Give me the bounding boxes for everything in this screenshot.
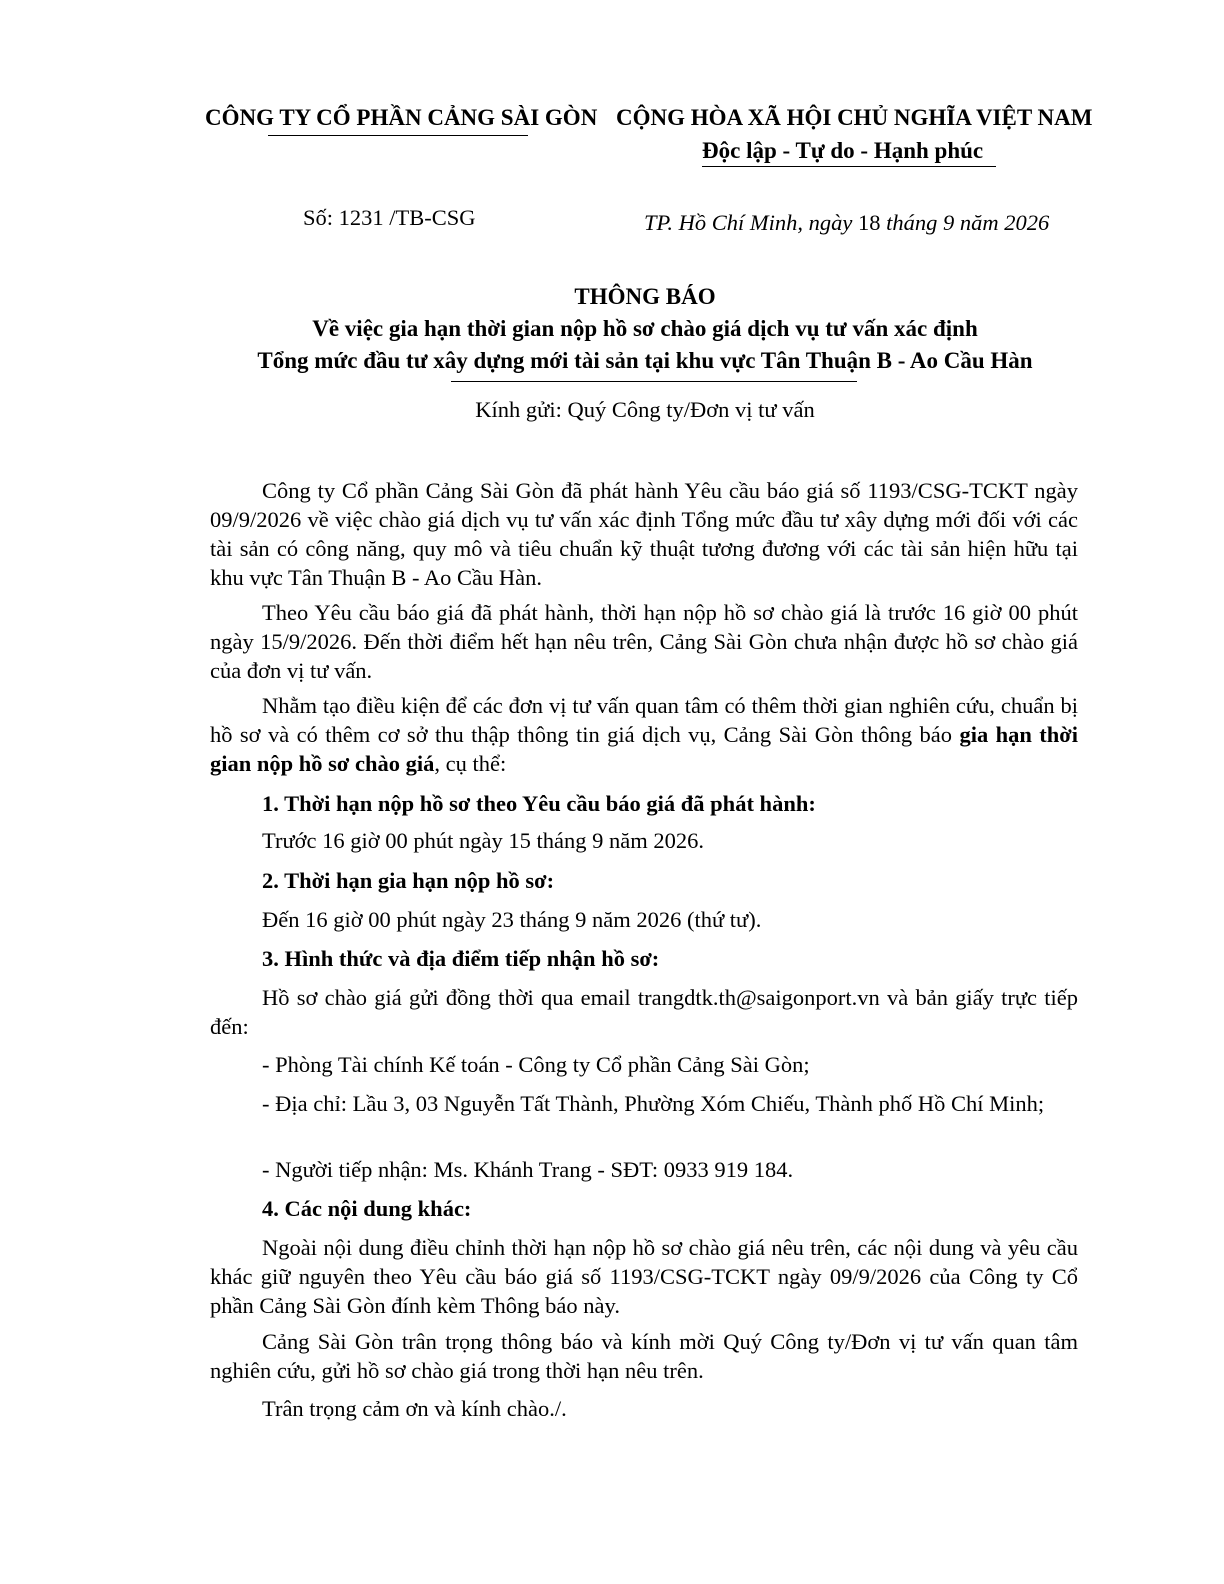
closing-paragraph: Cảng Sài Gòn trân trọng thông báo và kính mời Quý Công ty/Đơn vị tư vấn quan tâm nghiên cứu, gửi hồ sơ chào giá trong thời hạn nêu trên. bbox=[210, 1329, 1078, 1383]
section-3-heading: 3. Hình thức và địa điểm tiếp nhận hồ sơ: bbox=[262, 946, 660, 971]
section-4-text: Ngoài nội dung điều chỉnh thời hạn nộp hồ sơ chào giá nêu trên, các nội dung và yêu cầu khác giữ nguyên theo Yêu cầu báo giá số 1193/CSG-TCKT ngày 09/9/2026 của Công ty Cổ phần Cảng Sài Gòn đính kèm Thông báo này. bbox=[210, 1235, 1078, 1318]
date-month-year: tháng 9 năm 2026 bbox=[886, 210, 1050, 235]
country-name: CỘNG HÒA XÃ HỘI CHỦ NGHĨA VIỆT NAM bbox=[616, 105, 1093, 130]
title-underline bbox=[451, 381, 857, 382]
place-date bbox=[644, 208, 1049, 237]
doc-subject-line2: Tổng mức đầu tư xây dựng mới tài sản tại khu vực Tân Thuận B - Ao Cầu Hàn bbox=[257, 348, 1033, 373]
list-item: - Phòng Tài chính Kế toán - Công ty Cổ phần Cảng Sài Gòn; bbox=[262, 1052, 810, 1077]
doc-subject-line1: Về việc gia hạn thời gian nộp hồ sơ chào giá dịch vụ tư vấn xác định bbox=[312, 316, 978, 341]
date-day: 18 bbox=[857, 210, 881, 235]
paragraph-1: Công ty Cổ phần Cảng Sài Gòn đã phát hành Yêu cầu báo giá số 1193/CSG-TCKT ngày 09/9/2026 về việc chào giá dịch vụ tư vấn xác định Tổng mức đầu tư xây dựng mới đối với các tài sản có công năng, quy mô và tiêu chuẩn kỹ thuật tương đương với các tài sản hiện hữu tại khu vực Tân Thuận B - Ao Cầu Hàn. bbox=[210, 478, 1078, 590]
company-underline bbox=[268, 135, 528, 136]
paragraph-2: Theo Yêu cầu báo giá đã phát hành, thời hạn nộp hồ sơ chào giá là trước 16 giờ 00 phút ngày 15/9/2026. Đến thời điểm hết hạn nêu trên, Cảng Sài Gòn chưa nhận được hồ sơ chào giá của đơn vị tư vấn. bbox=[210, 600, 1078, 683]
list-item: - Địa chỉ: Lầu 3, 03 Nguyễn Tất Thành, Phường Xóm Chiếu, Thành phố Hồ Chí Minh; bbox=[262, 1091, 1045, 1116]
doc-title: THÔNG BÁO bbox=[574, 284, 716, 309]
closing-greeting: Trân trọng cảm ơn và kính chào./. bbox=[262, 1396, 567, 1421]
section-2-text: Đến 16 giờ 00 phút ngày 23 tháng 9 năm 2026 (thứ tư). bbox=[262, 907, 762, 932]
section-3-text: Hồ sơ chào giá gửi đồng thời qua email trangdtk.th@saigonport.vn và bản giấy trực tiếp đến: bbox=[210, 985, 1078, 1039]
recipient: Kính gửi: Quý Công ty/Đơn vị tư vấn bbox=[475, 397, 815, 422]
motto-underline bbox=[702, 166, 996, 167]
doc-number: Số: 1231 /TB-CSG bbox=[303, 205, 476, 230]
section-4-heading: 4. Các nội dung khác: bbox=[262, 1196, 472, 1221]
paragraph-3-start: Nhằm tạo điều kiện để các đơn vị tư vấn quan tâm có thêm thời gian nghiên cứu, chuẩn bị hồ sơ và có thêm cơ sở thu thập thông tin giá dịch vụ, Cảng Sài Gòn thông báo bbox=[210, 693, 1078, 747]
company-name: CÔNG TY CỔ PHẦN CẢNG SÀI GÒN bbox=[205, 105, 598, 130]
paragraph-3-end: , cụ thể: bbox=[434, 751, 507, 776]
paragraph-3-emphasis: gia hạn thời gian nộp hồ sơ chào giá bbox=[210, 722, 1078, 776]
section-1-heading: 1. Thời hạn nộp hồ sơ theo Yêu cầu báo giá đã phát hành: bbox=[262, 791, 816, 816]
paragraph-3 bbox=[210, 691, 1078, 778]
list-item: - Người tiếp nhận: Ms. Khánh Trang - SĐT: 0933 919 184. bbox=[262, 1157, 794, 1182]
section-2-heading: 2. Thời hạn gia hạn nộp hồ sơ: bbox=[262, 868, 555, 893]
section-1-text: Trước 16 giờ 00 phút ngày 15 tháng 9 năm 2026. bbox=[262, 828, 705, 853]
motto: Độc lập - Tự do - Hạnh phúc bbox=[702, 138, 984, 163]
place-date-prefix: TP. Hồ Chí Minh, ngày bbox=[644, 210, 853, 235]
